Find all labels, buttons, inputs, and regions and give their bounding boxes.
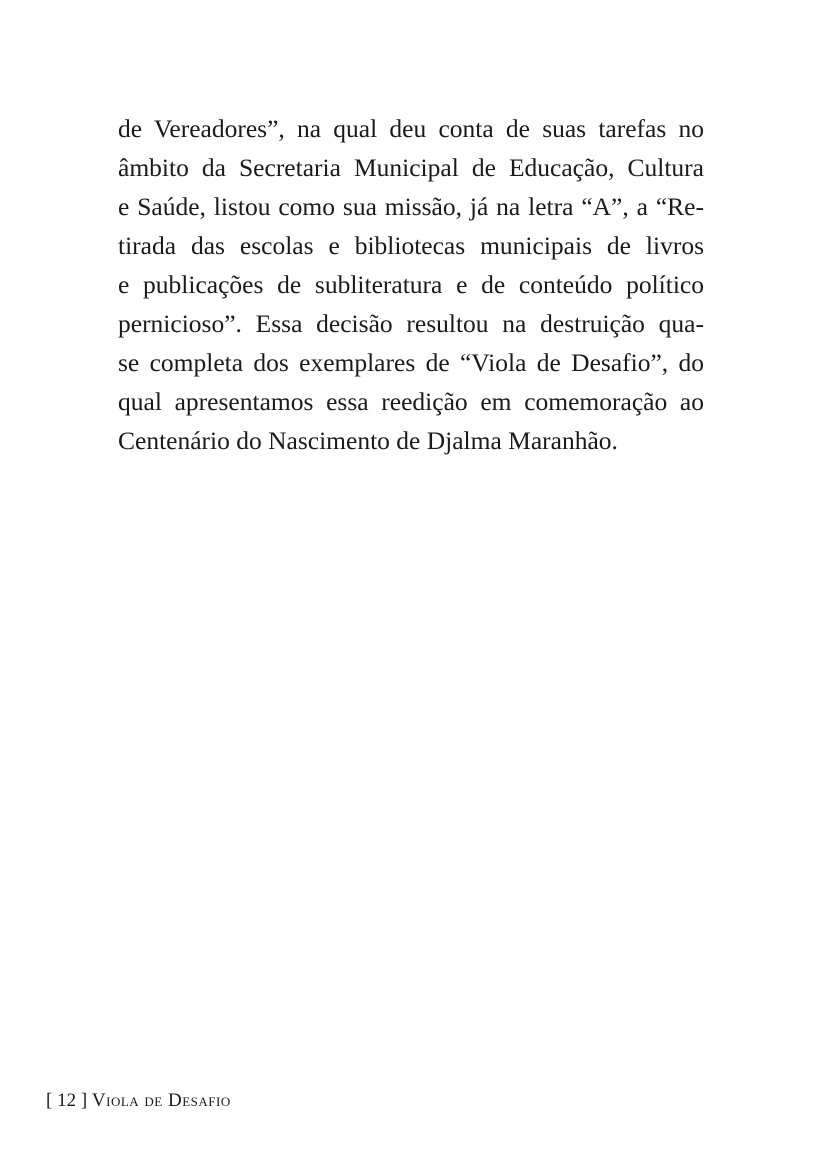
text-line: pernicioso”. Essa decisão resultou na destruição qua- xyxy=(118,309,704,338)
page-number: [ 12 ] xyxy=(46,1090,88,1111)
text-line: se completa dos exemplares de “Viola de Desafio”, do xyxy=(118,348,704,377)
text-line: e Saúde, listou como sua missão, já na letra “A”, a “Re- xyxy=(118,192,704,221)
text-line: âmbito da Secretaria Municipal de Educação, Cultura xyxy=(118,153,704,182)
text-line: Centenário do Nascimento de Djalma Maranhão. xyxy=(118,426,618,455)
body-paragraph xyxy=(118,109,704,460)
text-line: qual apresentamos essa reedição em comemoração ao xyxy=(118,387,704,416)
text-line: e publicações de subliteratura e de conteúdo político xyxy=(118,270,704,299)
text-line: de Vereadores”, na qual deu conta de suas tarefas no xyxy=(118,114,704,143)
running-title: Viola de Desafio xyxy=(91,1090,231,1111)
text-line: tirada das escolas e bibliotecas municipais de livros xyxy=(118,231,704,260)
page-footer xyxy=(46,1089,231,1113)
